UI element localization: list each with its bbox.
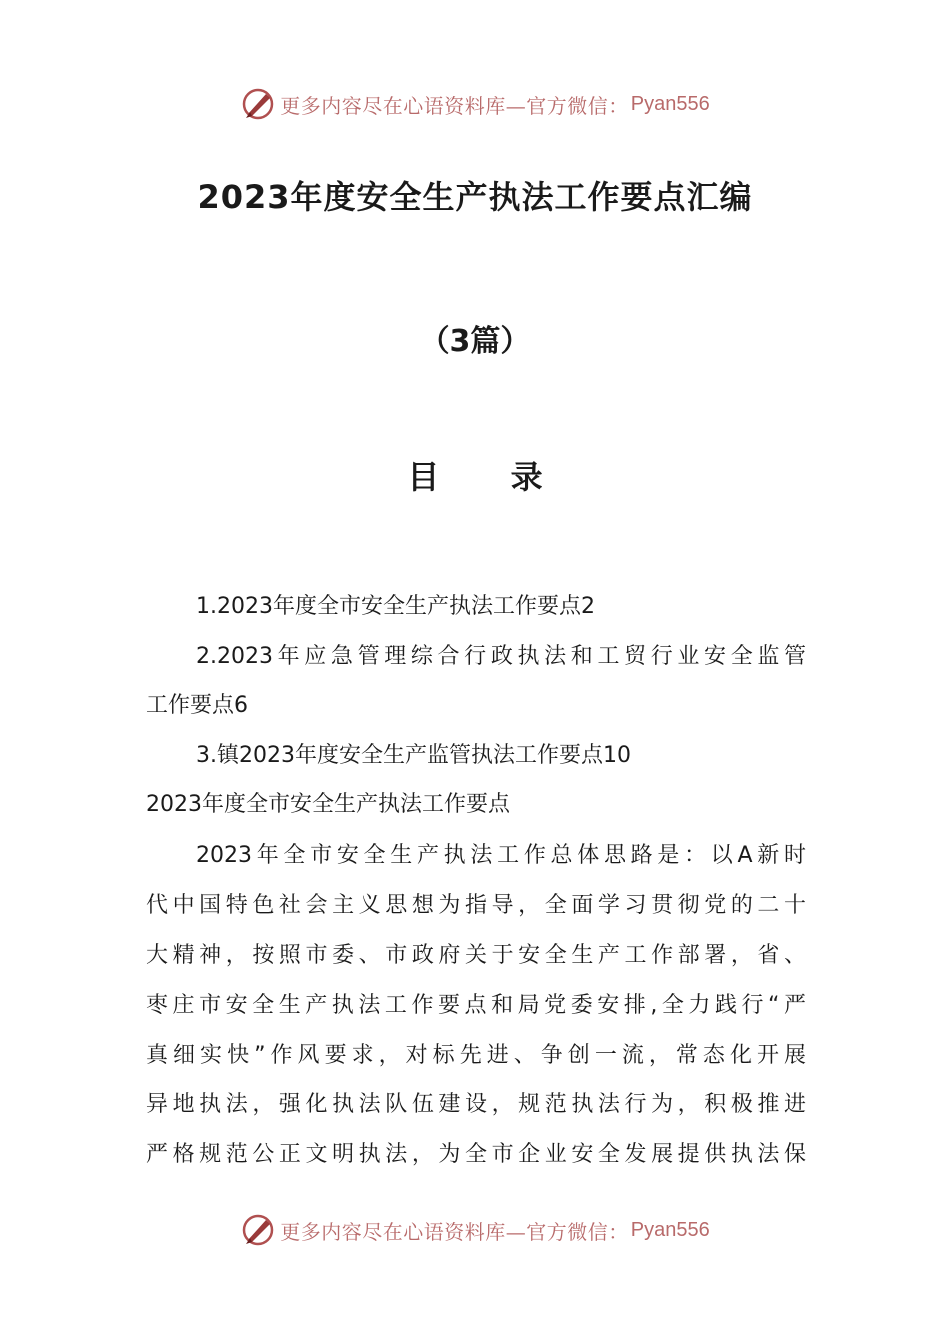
body-line-6: 异地执法，强化执法队伍建设，规范执法行为，积极推进	[146, 1092, 806, 1117]
toc-item-2-line2[interactable]: 工作要点6	[146, 693, 248, 718]
watermark-footer	[0, 1210, 950, 1250]
toc-item-3[interactable]: 3.镇2023年度安全生产监管执法工作要点10	[196, 743, 631, 768]
body-line-4: 枣庄市安全生产执法工作要点和局党委安排,全力践行“严	[146, 993, 806, 1018]
watermark-wechat-id: Pyan556	[630, 92, 710, 115]
toc-item-1[interactable]: 1.2023年度全市安全生产执法工作要点2	[196, 594, 595, 619]
pen-logo-icon	[240, 1212, 276, 1248]
section-title: 2023年度全市安全生产执法工作要点	[146, 792, 510, 817]
body-line-1: 2023年全市安全生产执法工作总体思路是：以A新时	[196, 843, 806, 868]
document-subtitle: （3篇）	[419, 324, 531, 359]
watermark-header	[0, 84, 950, 124]
watermark-text: 更多内容尽在心语资料库—官方微信：	[280, 1219, 629, 1244]
pen-logo-icon	[240, 86, 276, 122]
watermark-text: 更多内容尽在心语资料库—官方微信：	[280, 93, 629, 118]
body-line-7: 严格规范公正文明执法，为全市企业安全发展提供执法保	[146, 1142, 806, 1167]
body-line-5: 真细实快”作风要求，对标先进、争创一流，常态化开展	[146, 1043, 806, 1068]
watermark-wechat-id: Pyan556	[630, 1218, 710, 1241]
toc-heading: 目 录	[407, 458, 573, 496]
toc-item-2-line1[interactable]: 2.2023年应急管理综合行政执法和工贸行业安全监管	[196, 644, 806, 669]
document-title: 2023年度安全生产执法工作要点汇编	[197, 178, 753, 216]
body-line-3: 大精神，按照市委、市政府关于安全生产工作部署，省、	[146, 943, 806, 968]
body-line-2: 代中国特色社会主义思想为指导，全面学习贯彻党的二十	[146, 893, 806, 918]
